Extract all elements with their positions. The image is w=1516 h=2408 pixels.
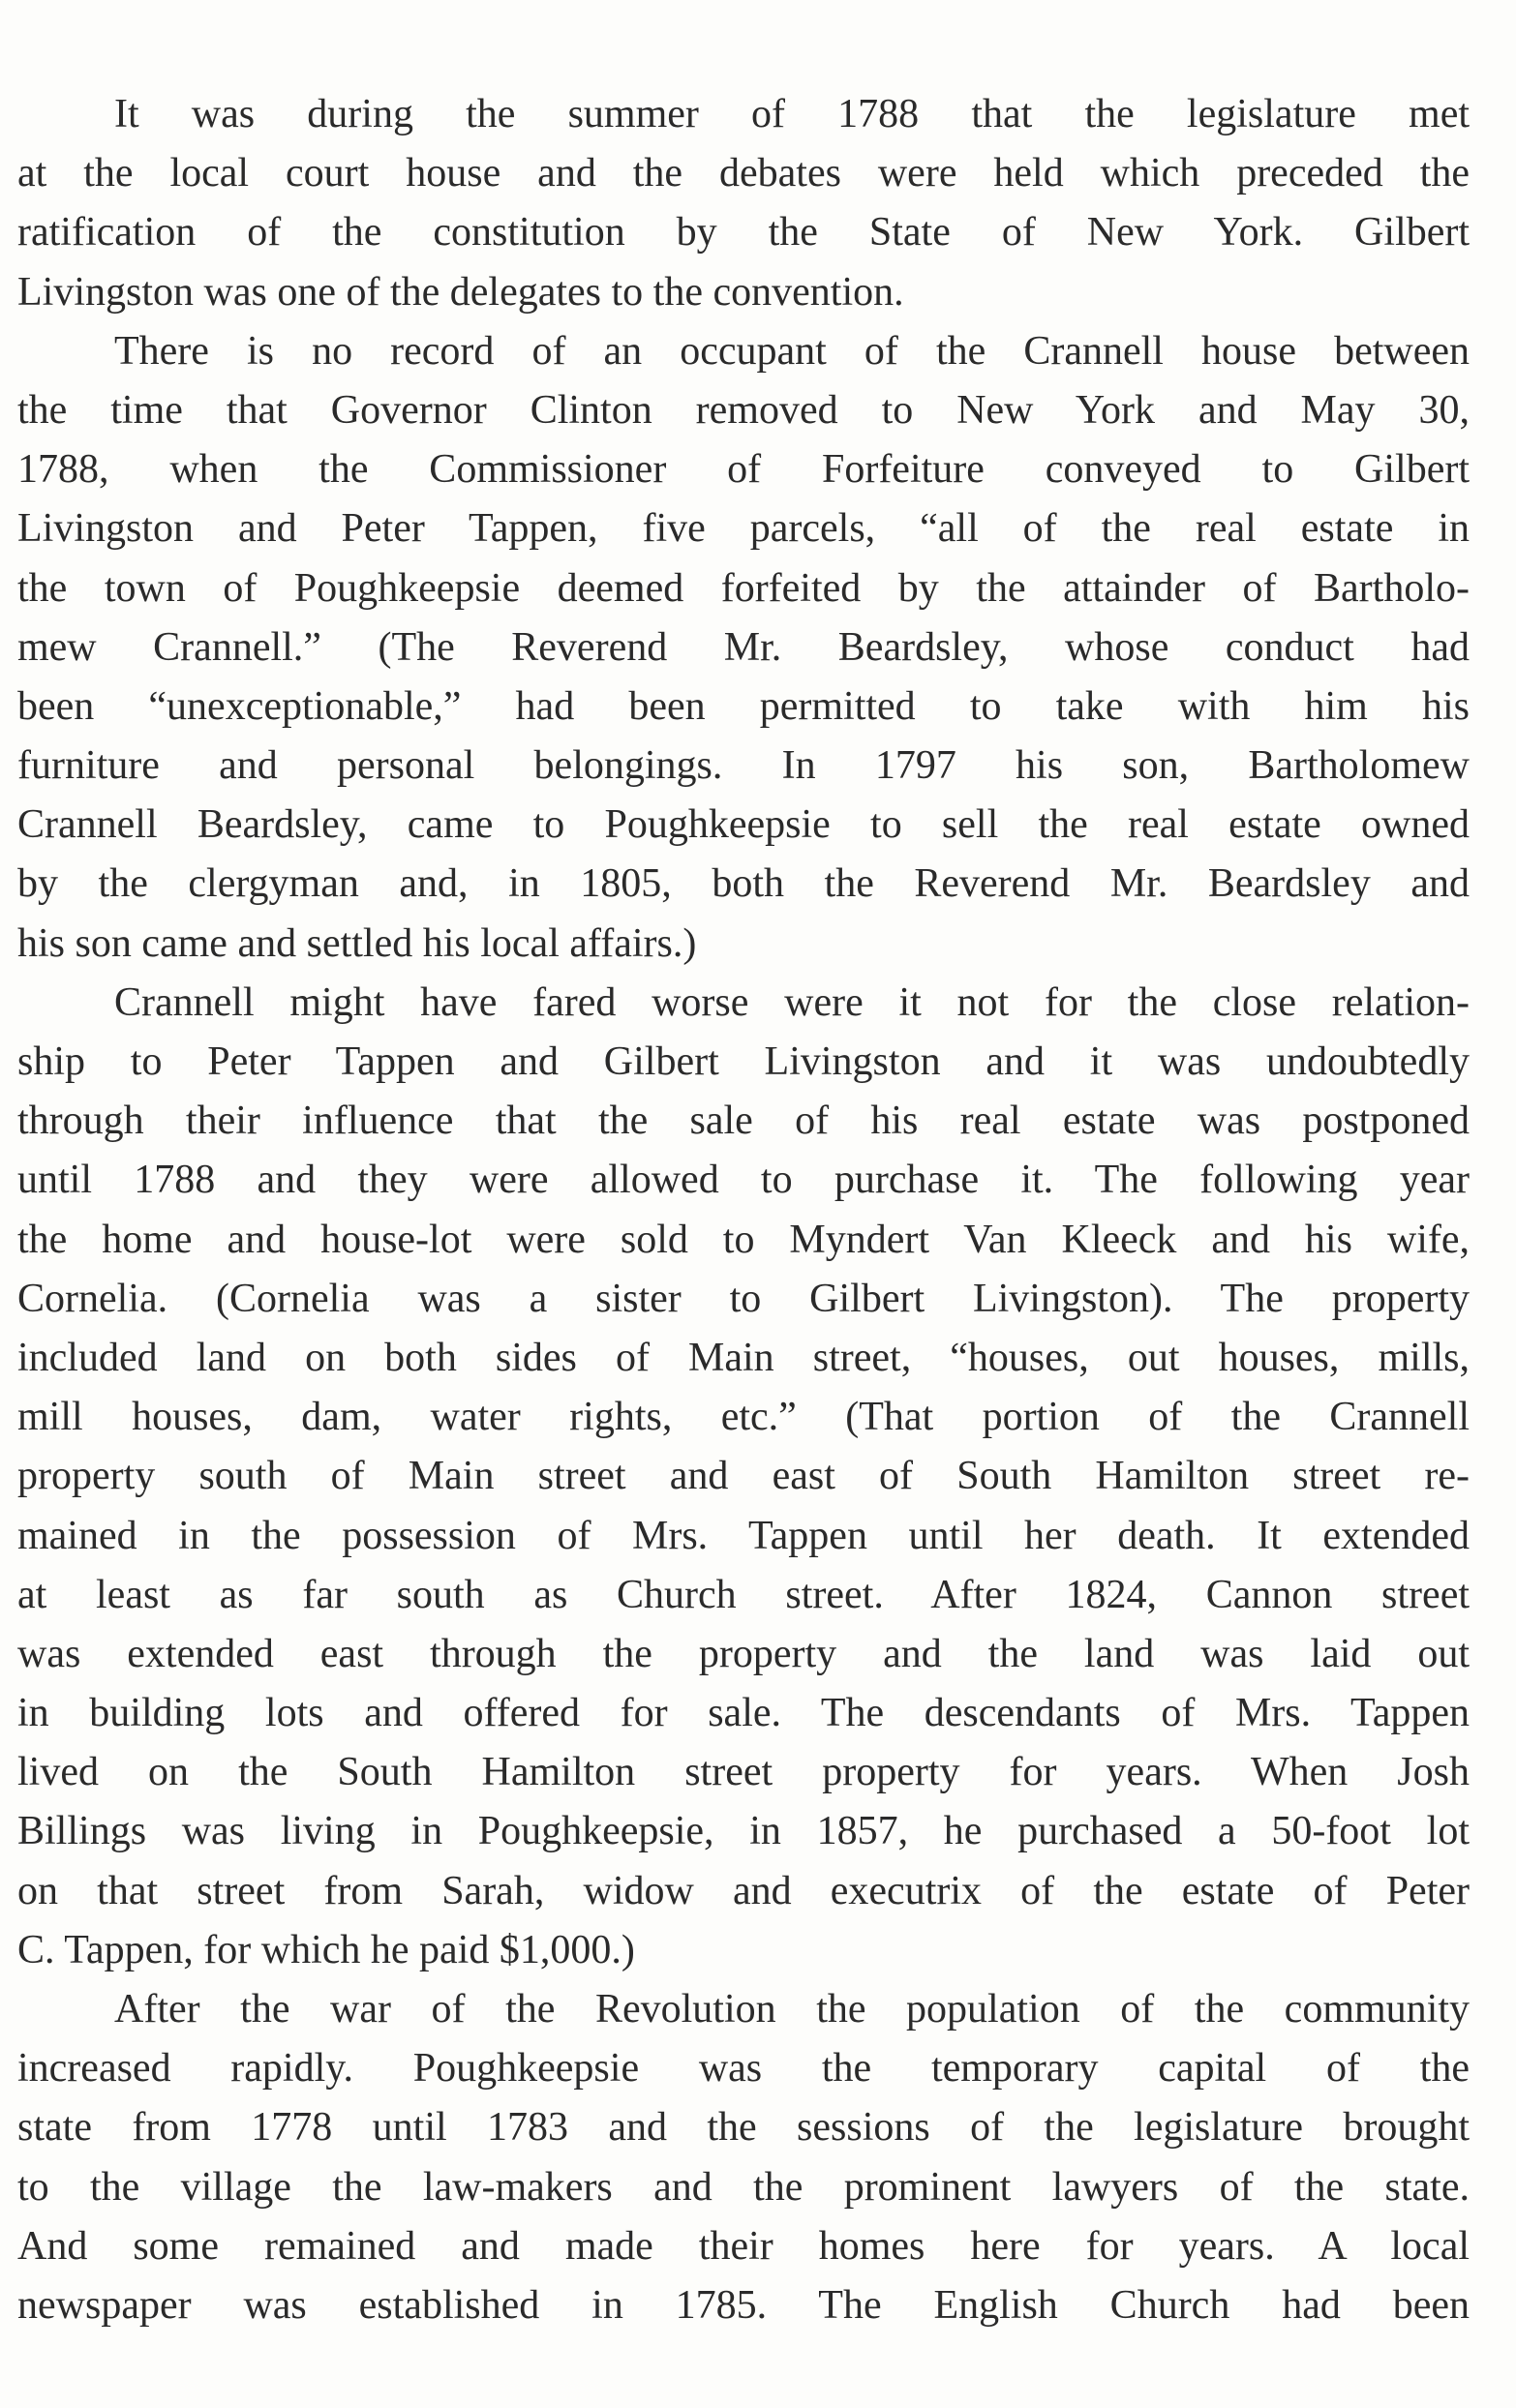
text-line: lived on the South Hamilton street property for years. When Josh bbox=[17, 1750, 1470, 1795]
paragraph-1 bbox=[17, 85, 1470, 322]
text-line: ratification of the constitution by the State of New York. Gilbert bbox=[17, 210, 1470, 256]
text-line: the town of Poughkeepsie deemed forfeited by the attainder of Bartholo- bbox=[17, 565, 1470, 611]
text-line: Crannell Beardsley, came to Poughkeepsie to sell the real estate owned bbox=[17, 802, 1470, 848]
text-line: the time that Governor Clinton removed to New York and May 30, bbox=[17, 387, 1470, 433]
text-line: the home and house-lot were sold to Myndert Van Kleeck and his wife, bbox=[17, 1217, 1470, 1262]
text-line: Livingston and Peter Tappen, five parcels, “all of the real estate in bbox=[17, 506, 1470, 552]
text-line: his son came and settled his local affairs.) bbox=[17, 920, 697, 966]
paragraph-3 bbox=[17, 974, 1470, 1980]
text-line: until 1788 and they were allowed to purchase it. The following year bbox=[17, 1158, 1470, 1203]
text-line: Billings was living in Poughkeepsie, in 1857, he purchased a 50-foot lot bbox=[17, 1809, 1470, 1854]
text-line: mill houses, dam, water rights, etc.” (That portion of the Crannell bbox=[17, 1395, 1470, 1440]
text-line: was extended east through the property and the land was laid out bbox=[17, 1631, 1470, 1676]
body-text bbox=[17, 85, 1470, 2335]
text-line: been “unexceptionable,” had been permitted to take with him his bbox=[17, 683, 1470, 729]
text-line: And some remained and made their homes here for years. A local bbox=[17, 2223, 1470, 2269]
text-line: property south of Main street and east of South Hamilton street re- bbox=[17, 1454, 1470, 1499]
text-line: by the clergyman and, in 1805, both the Reverend Mr. Beardsley and bbox=[17, 861, 1470, 907]
text-line: 1788, when the Commissioner of Forfeiture conveyed to Gilbert bbox=[17, 447, 1470, 493]
text-line: on that street from Sarah, widow and executrix of the estate of Peter bbox=[17, 1868, 1470, 1913]
text-line: There is no record of an occupant of the Crannell house between bbox=[114, 328, 1470, 374]
text-line: ship to Peter Tappen and Gilbert Livingston and it was undoubtedly bbox=[17, 1039, 1470, 1084]
text-line: to the village the law-makers and the prominent lawyers of the state. bbox=[17, 2164, 1470, 2210]
text-line: C. Tappen, for which he paid $1,000.) bbox=[17, 1927, 635, 1972]
text-line: at least as far south as Church street. After 1824, Cannon street bbox=[17, 1572, 1470, 1617]
paragraph-2 bbox=[17, 322, 1470, 974]
text-line: Cornelia. (Cornelia was a sister to Gilbert Livingston). The property bbox=[17, 1276, 1470, 1321]
text-line: It was during the summer of 1788 that the legislature met bbox=[114, 92, 1470, 136]
text-line: increased rapidly. Poughkeepsie was the temporary capital of the bbox=[17, 2046, 1470, 2092]
text-line: furniture and personal belongings. In 1797 his son, Bartholomew bbox=[17, 743, 1470, 789]
text-line: at the local court house and the debates were held which preceded the bbox=[17, 151, 1470, 196]
paragraph-4 bbox=[17, 1980, 1470, 2335]
text-line: Crannell might have fared worse were it not for the close relation- bbox=[114, 979, 1470, 1025]
text-line: newspaper was established in 1785. The English Church had been bbox=[17, 2282, 1470, 2328]
text-line: mained in the possession of Mrs. Tappen until her death. It extended bbox=[17, 1513, 1470, 1558]
text-line: Livingston was one of the delegates to the convention. bbox=[17, 269, 904, 315]
text-line: state from 1778 until 1783 and the sessions of the legislature brought bbox=[17, 2105, 1470, 2151]
text-line: mew Crannell.” (The Reverend Mr. Beardsley, whose conduct had bbox=[17, 624, 1470, 670]
text-line: in building lots and offered for sale. The descendants of Mrs. Tappen bbox=[17, 1691, 1470, 1736]
text-line: included land on both sides of Main street, “houses, out houses, mills, bbox=[17, 1335, 1470, 1380]
text-line: through their influence that the sale of his real estate was postponed bbox=[17, 1099, 1470, 1144]
text-line: After the war of the Revolution the population of the community bbox=[114, 1987, 1470, 2032]
